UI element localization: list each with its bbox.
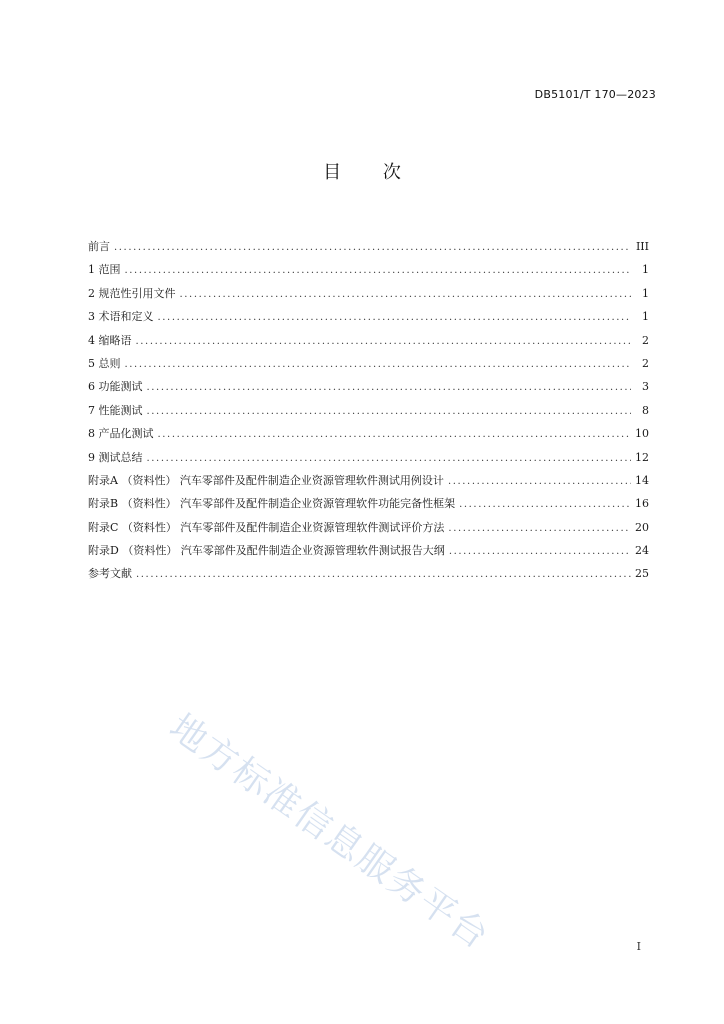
toc-leader-dots xyxy=(136,567,631,582)
page-number: I xyxy=(636,940,641,953)
toc-entry-page: 1 xyxy=(642,310,649,324)
toc-leader-dots xyxy=(158,310,632,325)
toc-entry-label: 附录B （资料性） 汽车零部件及配件制造企业资源管理软件功能完备性框架 xyxy=(88,497,456,511)
toc-entry[interactable] xyxy=(88,286,649,309)
toc-entry[interactable] xyxy=(88,543,649,566)
toc-entry-page: 25 xyxy=(635,567,649,581)
toc-entry[interactable] xyxy=(88,496,649,519)
toc-entry-label: 参考文献 xyxy=(88,567,132,581)
toc-entry[interactable] xyxy=(88,379,649,402)
toc-leader-dots xyxy=(136,334,632,349)
toc-leader-dots xyxy=(449,544,631,559)
toc-leader-dots xyxy=(459,497,631,512)
toc-entry-page: 20 xyxy=(635,520,649,534)
toc-entry[interactable] xyxy=(88,262,649,285)
toc-entry[interactable] xyxy=(88,426,649,449)
toc-entry[interactable] xyxy=(88,473,649,496)
toc-entry[interactable] xyxy=(88,333,649,356)
toc-entry-page: 12 xyxy=(635,450,649,464)
table-of-contents xyxy=(88,239,649,590)
toc-entry[interactable] xyxy=(88,566,649,589)
toc-leader-dots xyxy=(125,263,632,278)
toc-leader-dots xyxy=(158,427,632,442)
toc-entry[interactable] xyxy=(88,520,649,543)
toc-entry-label: 5 总则 xyxy=(88,356,121,370)
toc-entry-label: 1 范围 xyxy=(88,263,121,277)
toc-entry-label: 附录D （资料性） 汽车零部件及配件制造企业资源管理软件测试报告大纲 xyxy=(88,544,445,558)
toc-entry-page: 16 xyxy=(635,497,649,511)
toc-entry-label: 4 缩略语 xyxy=(88,333,132,347)
toc-entry-label: 附录C （资料性） 汽车零部件及配件制造企业资源管理软件测试评价方法 xyxy=(88,520,445,534)
toc-entry-label: 附录A （资料性） 汽车零部件及配件制造企业资源管理软件测试用例设计 xyxy=(88,473,444,487)
toc-entry-page: III xyxy=(635,240,649,253)
toc-entry-label: 7 性能测试 xyxy=(88,403,143,417)
toc-entry-page: 8 xyxy=(642,403,649,417)
toc-entry-label: 6 功能测试 xyxy=(88,380,143,394)
toc-entry-page: 10 xyxy=(635,427,649,441)
toc-entry-page: 24 xyxy=(635,544,649,558)
toc-entry-page: 2 xyxy=(642,333,649,347)
toc-entry-page: 3 xyxy=(642,380,649,394)
toc-entry-label: 8 产品化测试 xyxy=(88,427,154,441)
toc-entry-page: 1 xyxy=(642,286,649,300)
toc-entry-label: 前言 xyxy=(88,240,110,253)
toc-leader-dots xyxy=(125,357,632,372)
toc-entry-label: 2 规范性引用文件 xyxy=(88,286,176,300)
toc-entry[interactable] xyxy=(88,356,649,379)
toc-leader-dots xyxy=(180,287,632,302)
toc-leader-dots xyxy=(147,451,632,466)
page-title: 目 次 xyxy=(323,162,419,183)
toc-entry-page: 14 xyxy=(635,473,649,487)
toc-entry-label: 9 测试总结 xyxy=(88,450,143,464)
toc-entry[interactable] xyxy=(88,309,649,332)
toc-leader-dots xyxy=(147,404,632,419)
document-code: DB5101/T 170—2023 xyxy=(534,88,656,101)
toc-leader-dots xyxy=(147,380,632,395)
watermark-text: 地方标准信息服务平台 xyxy=(161,706,497,959)
toc-entry[interactable] xyxy=(88,403,649,426)
toc-leader-dots xyxy=(114,240,631,255)
toc-leader-dots xyxy=(448,521,631,536)
toc-entry[interactable] xyxy=(88,450,649,473)
toc-leader-dots xyxy=(448,474,631,489)
toc-entry[interactable] xyxy=(88,239,649,262)
toc-entry-page: 2 xyxy=(642,356,649,370)
toc-entry-label: 3 术语和定义 xyxy=(88,310,154,324)
toc-entry-page: 1 xyxy=(642,263,649,277)
